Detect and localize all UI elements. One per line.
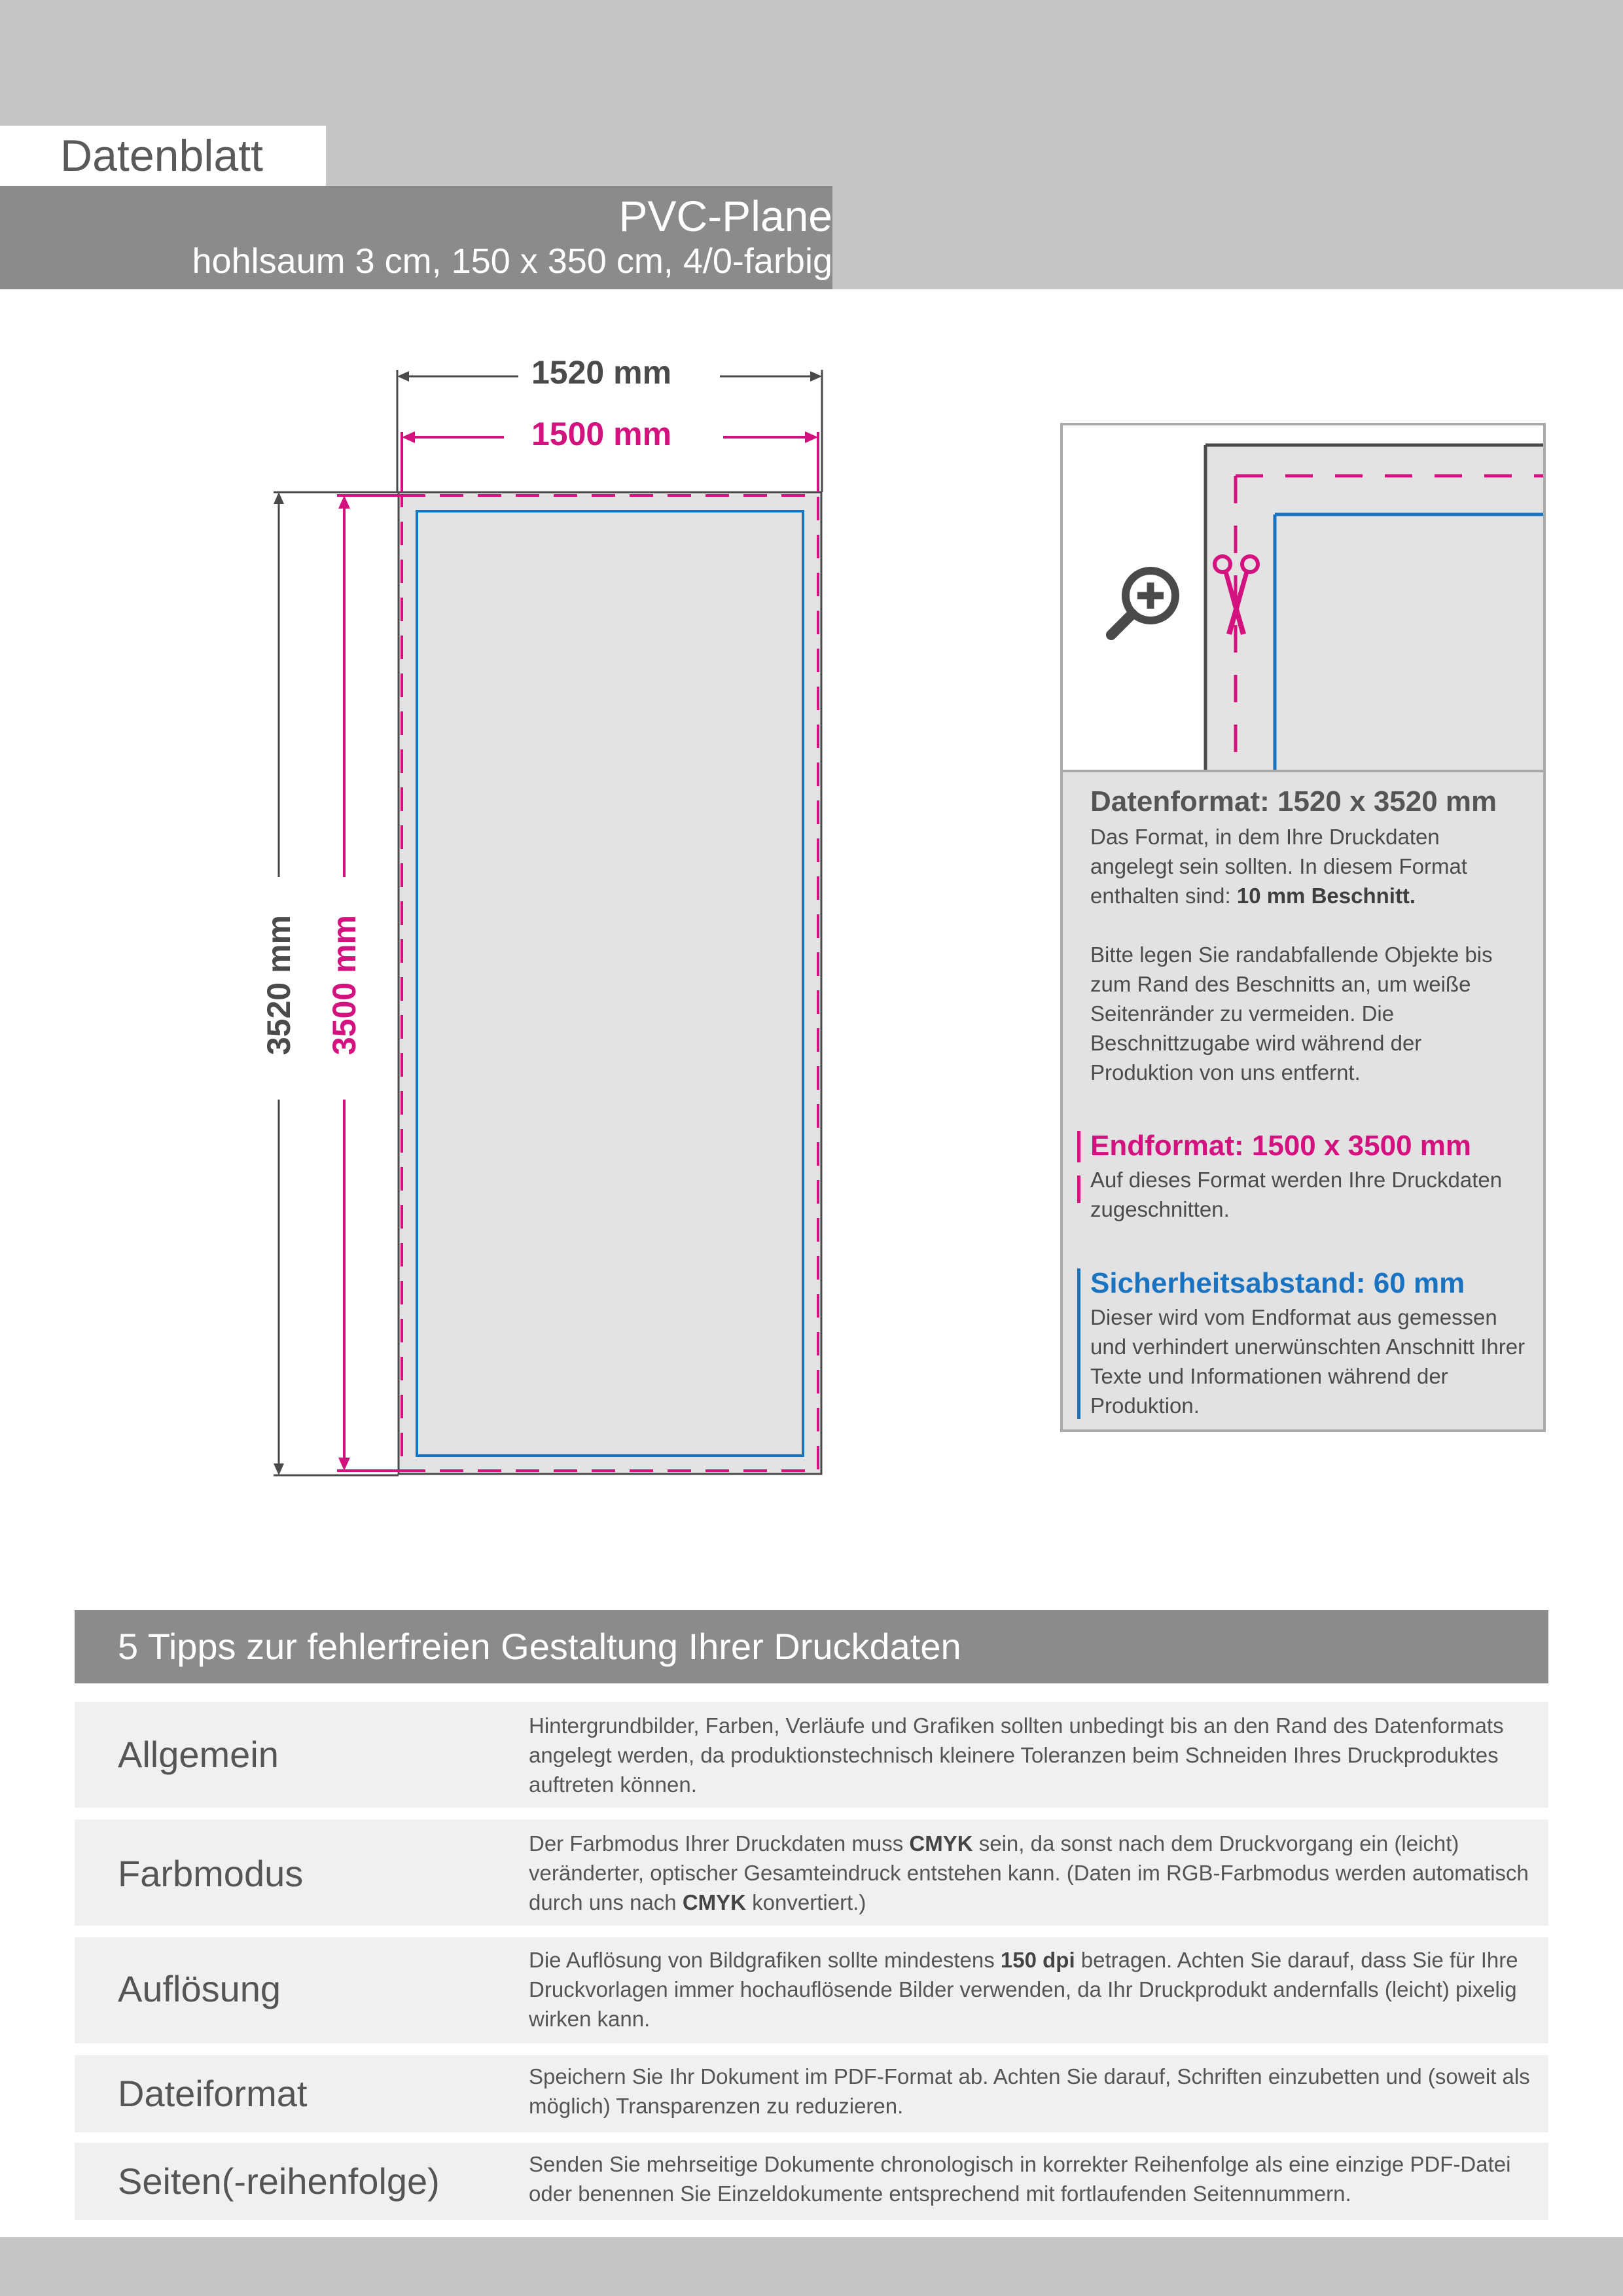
endformat-heading: Endformat: 1500 x 3500 mm — [1090, 1130, 1472, 1162]
tip-row-aufloesung — [75, 1937, 1548, 2043]
tip-label: Farbmodus — [118, 1853, 304, 1894]
datenformat-heading: Datenformat: 1520 x 3520 mm — [1090, 785, 1497, 817]
data-format-sheet — [399, 492, 821, 1474]
tip-text: Senden Sie mehrseitige Dokumente chronologisch in korrekter Reihenfolge als eine einzige PDF-Datei oder benennen Sie Einzeldokumente entsprechend mit fortlaufenden Seitennummern. — [529, 2152, 1511, 2206]
datenformat-note: Bitte legen Sie randabfallende Objekte bis zum Rand des Beschnitts an, um weiße Seitenränder zu vermeiden. Die Beschnittzugabe wird während der Produktion von uns entfernt. — [1090, 942, 1493, 1085]
tips-header — [75, 1610, 1548, 1683]
tip-row-allgemein — [75, 1702, 1548, 1808]
tip-row-farbmodus — [75, 1820, 1548, 1926]
product-title: PVC-Plane — [618, 192, 832, 240]
legend-illustration — [1063, 425, 1543, 770]
legend-text — [1063, 770, 1543, 1429]
tip-label: Allgemein — [118, 1734, 279, 1775]
tip-row-seiten — [75, 2143, 1548, 2220]
legend-panel — [1060, 423, 1546, 1432]
tip-text: Hintergrundbilder, Farben, Verläufe und Grafiken sollten unbedingt bis an den Rand des Datenformats angelegt werden, da produktionstechnisch kleinere Toleranzen beim Schneiden Ihres Druckproduktes auftreten können. — [529, 1713, 1504, 1797]
format-diagram — [0, 0, 916, 1505]
data-width-label: 1520 mm — [531, 354, 672, 391]
final-height-label: 3500 mm — [326, 914, 363, 1056]
endformat-text: Auf dieses Format werden Ihre Druckdaten zugeschnitten. — [1090, 1168, 1503, 1221]
data-height-label: 3520 mm — [260, 914, 297, 1056]
datenformat-text: Das Format, in dem Ihre Druckdaten angelegt sein sollten. In diesem Format enthalten sind: 10 mm Beschnitt. — [1090, 825, 1467, 908]
tip-text: Die Auflösung von Bildgrafiken sollte mindestens 150 dpi betragen. Achten Sie darauf, dass Sie für Ihre Druckvorlagen immer hochauflösende Bilder verwenden, da Ihr Druckprodukt andernfalls (leicht) pixelig wirken kann. — [529, 1948, 1518, 2031]
tips-title: 5 Tipps zur fehlerfreien Gestaltung Ihrer Druckdaten — [118, 1626, 961, 1667]
safety-bar — [1077, 1268, 1080, 1419]
tip-label: Seiten(-reihenfolge) — [118, 2161, 440, 2202]
tip-label: Auflösung — [118, 1968, 281, 2009]
doc-label: Datenblatt — [60, 131, 263, 181]
tip-text: Speichern Sie Ihr Dokument im PDF-Format ab. Achten Sie darauf, Schriften einzubetten und (soweit als möglich) Transparenzen zu reduzieren. — [529, 2064, 1530, 2118]
tip-label: Dateiformat — [118, 2073, 308, 2114]
product-subtitle: hohlsaum 3 cm, 150 x 350 cm, 4/0-farbig — [192, 242, 832, 281]
final-width-label: 1500 mm — [531, 416, 672, 452]
scissors-icon — [1211, 550, 1263, 641]
endformat-bar-2 — [1077, 1175, 1080, 1203]
tip-text: Der Farbmodus Ihrer Druckdaten muss CMYK sein, da sonst nach dem Druckvorgang ein (leicht) veränderter, optischer Gesamteindruck entstehen kann. (Daten im RGB-Farbmodus werden automatisch durch uns nach CMYK konvertiert.) — [529, 1831, 1529, 1914]
zoom-in-icon — [1099, 562, 1185, 647]
safety-text: Dieser wird vom Endformat aus gemessen und verhindert unerwünschten Anschnitt Ihrer Texte und Informationen während der Produktion. — [1090, 1305, 1525, 1418]
safety-heading: Sicherheitsabstand: 60 mm — [1090, 1267, 1465, 1299]
endformat-bar — [1077, 1131, 1080, 1162]
footer-band — [0, 2237, 1623, 2296]
tip-row-dateiformat — [75, 2055, 1548, 2132]
